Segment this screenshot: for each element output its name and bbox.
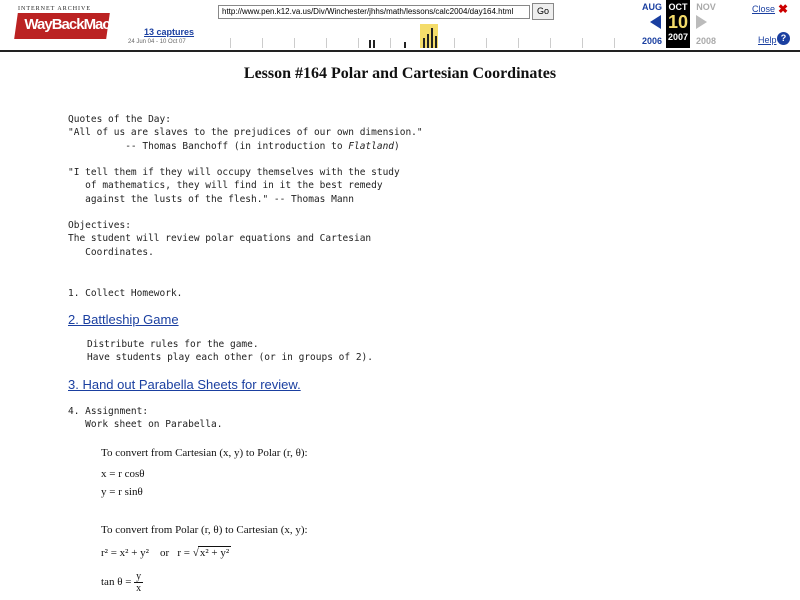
conv2-heading: To convert from Polar (r, θ) to Cartesian (x, y): bbox=[101, 524, 308, 536]
wayback-logo[interactable] bbox=[8, 2, 137, 46]
parabella-sheets-link[interactable]: 3. Hand out Parabella Sheets for review. bbox=[68, 377, 301, 392]
wayback-toolbar bbox=[0, 0, 800, 52]
spark-tick bbox=[518, 38, 519, 48]
quote-mann: "I tell them if they will occupy themselves with the study of mathematics, they will find in it the best remedy against the lusts of the flesh." -- Thomas Mann bbox=[68, 167, 400, 205]
sqrt-icon: √ bbox=[192, 547, 199, 559]
fraction bbox=[134, 571, 143, 594]
spark-bar bbox=[369, 40, 371, 48]
spark-tick bbox=[230, 38, 231, 48]
spark-tick bbox=[294, 38, 295, 48]
spark-tick bbox=[262, 38, 263, 48]
spark-bar bbox=[431, 28, 433, 48]
spark-bar bbox=[427, 34, 429, 48]
conv2-eq-r-right-lhs: r = bbox=[177, 547, 191, 559]
help-icon[interactable]: ? bbox=[777, 32, 790, 45]
capture-sparkline[interactable] bbox=[218, 24, 634, 48]
prev-arrow-icon[interactable] bbox=[650, 15, 661, 29]
next-year: 2008 bbox=[695, 36, 717, 46]
conv2-or: or bbox=[159, 547, 170, 559]
conv2-eq-r-radicand: x² + y² bbox=[199, 547, 230, 559]
quotes-text: Quotes of the Day: "All of us are slaves to the prejudices of our own dimension." -- Thomas Banchoff (in introduction to bbox=[68, 114, 423, 152]
conv2-eq-tan-lhs: tan θ = bbox=[101, 576, 132, 589]
page-title: Lesson #164 Polar and Cartesian Coordinates bbox=[243, 65, 557, 82]
close-icon[interactable]: ✖ bbox=[778, 2, 789, 16]
spark-bar bbox=[373, 40, 375, 48]
capture-range: 24 Jun 04 - 10 Oct 07 bbox=[128, 39, 186, 45]
logo-wayback-machine: WayBackMachine bbox=[24, 16, 137, 33]
spark-bar bbox=[404, 42, 406, 48]
current-year: 2007 bbox=[667, 32, 689, 42]
next-arrow-icon bbox=[696, 15, 707, 29]
spark-tick bbox=[454, 38, 455, 48]
current-capture-date bbox=[666, 0, 690, 48]
conv1-eq-y: y = r sinθ bbox=[101, 486, 143, 498]
conv2-eq-tan bbox=[101, 571, 143, 594]
quotes-close: ) bbox=[394, 140, 400, 152]
conv2-eq-r-left: r² = x² + y² bbox=[101, 547, 149, 559]
current-day: 10 bbox=[667, 12, 689, 32]
quotes-block bbox=[68, 113, 423, 153]
next-month: NOV bbox=[696, 2, 716, 12]
spark-bar bbox=[435, 36, 437, 48]
captures-link[interactable]: 13 captures bbox=[144, 27, 195, 37]
quotes-book-title: Flatland bbox=[348, 140, 395, 152]
prev-month[interactable]: AUG bbox=[642, 2, 662, 12]
conv2-eq-r bbox=[101, 546, 231, 559]
spark-tick bbox=[486, 38, 487, 48]
logo-internet-archive: INTERNET ARCHIVE bbox=[18, 6, 92, 12]
fraction-denominator: x bbox=[136, 583, 142, 594]
spark-tick bbox=[550, 38, 551, 48]
close-link[interactable]: Close bbox=[752, 4, 776, 14]
spark-tick bbox=[358, 38, 359, 48]
step-1: 1. Collect Homework. bbox=[68, 288, 183, 299]
go-button[interactable]: Go bbox=[532, 3, 554, 20]
step-4-text: 4. Assignment: Work sheet on Parabella. bbox=[68, 406, 223, 431]
spark-tick bbox=[614, 38, 615, 48]
current-month: OCT bbox=[668, 2, 688, 12]
url-input[interactable]: http://www.pen.k12.va.us/Div/Winchester/jhhs/math/lessons/calc2004/day164.html bbox=[218, 5, 530, 19]
conv1-eq-x: x = r cosθ bbox=[101, 468, 145, 480]
battleship-game-link[interactable]: 2. Battleship Game bbox=[68, 312, 179, 327]
help-link[interactable]: Help bbox=[758, 35, 777, 45]
conv1-heading: To convert from Cartesian (x, y) to Polar (r, θ): bbox=[101, 447, 308, 459]
step-2-text: Distribute rules for the game. Have students play each other (or in groups of 2). bbox=[87, 339, 373, 364]
objectives-block: Objectives: The student will review polar equations and Cartesian Coordinates. bbox=[68, 220, 372, 258]
fraction-numerator: y bbox=[136, 571, 142, 582]
spark-tick bbox=[326, 38, 327, 48]
spark-tick bbox=[390, 38, 391, 48]
spark-bar bbox=[423, 38, 425, 48]
prev-year[interactable]: 2006 bbox=[641, 36, 663, 46]
spark-tick bbox=[582, 38, 583, 48]
